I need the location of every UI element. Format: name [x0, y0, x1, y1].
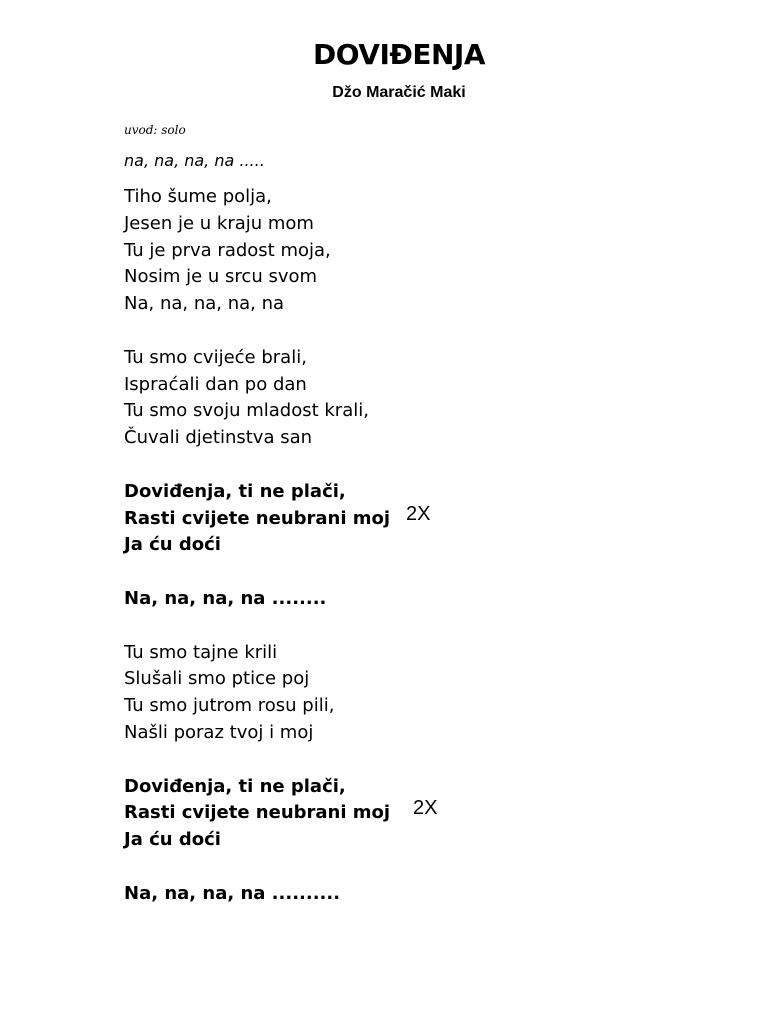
chorus-line: Rasti cvijete neubrani moj: [124, 802, 391, 824]
lyric-line: Na, na, na, na, na: [124, 293, 285, 315]
stanza-gap: [124, 559, 390, 586]
chorus-line: Na, na, na, na ........: [124, 587, 327, 609]
lyric-line: Našli poraz tvoj i moj: [124, 721, 314, 743]
verse-2: [124, 345, 390, 452]
lyric-line: Tu je prva radost moja,: [124, 239, 331, 261]
song-author: Džo Maračić Maki: [332, 84, 466, 101]
chorus-line: Doviđenja, ti ne plači,: [124, 775, 346, 797]
chorus-line: Ja ću doći: [124, 829, 221, 851]
lyric-line: Slušali smo ptice poj: [124, 668, 310, 690]
song-title: DOVIĐENJA: [313, 38, 485, 71]
chorus-1: [124, 479, 390, 559]
verse-1: [124, 184, 390, 318]
lyric-line: Tu smo svoju mladost krali,: [124, 400, 369, 422]
intro-line: na, na, na, na .....: [124, 151, 265, 170]
chorus-line: Ja ću doći: [124, 534, 221, 556]
lyric-line: Tu smo tajne krili: [124, 641, 278, 663]
lyric-line: Nosim je u srcu svom: [124, 266, 318, 288]
chorus-2: [124, 774, 390, 854]
lyric-line: Tu smo jutrom rosu pili,: [124, 695, 335, 717]
verse-3: [124, 640, 390, 747]
stanza-gap: [124, 318, 390, 345]
lyric-line: Čuvali djetinstva san: [124, 427, 313, 449]
lyrics-body: [124, 184, 390, 908]
chorus-line: Doviđenja, ti ne plači,: [124, 480, 346, 502]
repeat-marker: 2X: [413, 797, 438, 819]
outro-2: [124, 881, 390, 908]
chorus-line: Na, na, na, na ..........: [124, 882, 341, 904]
outro-1: [124, 586, 390, 613]
stanza-gap: [124, 747, 390, 774]
stanza-gap: [124, 613, 390, 640]
chorus-line: Rasti cvijete neubrani moj: [124, 507, 391, 529]
lyric-line: Ispraćali dan po dan: [124, 373, 307, 395]
lyric-line: Tiho šume polja,: [124, 186, 272, 207]
lyric-line: Jesen je u kraju mom: [124, 212, 314, 234]
stanza-gap: [124, 452, 390, 479]
repeat-marker: 2X: [406, 503, 431, 525]
stanza-gap: [124, 854, 390, 881]
lyric-line: Tu smo cvijeće brali,: [124, 346, 307, 368]
intro-label: uvod: solo: [124, 123, 186, 137]
